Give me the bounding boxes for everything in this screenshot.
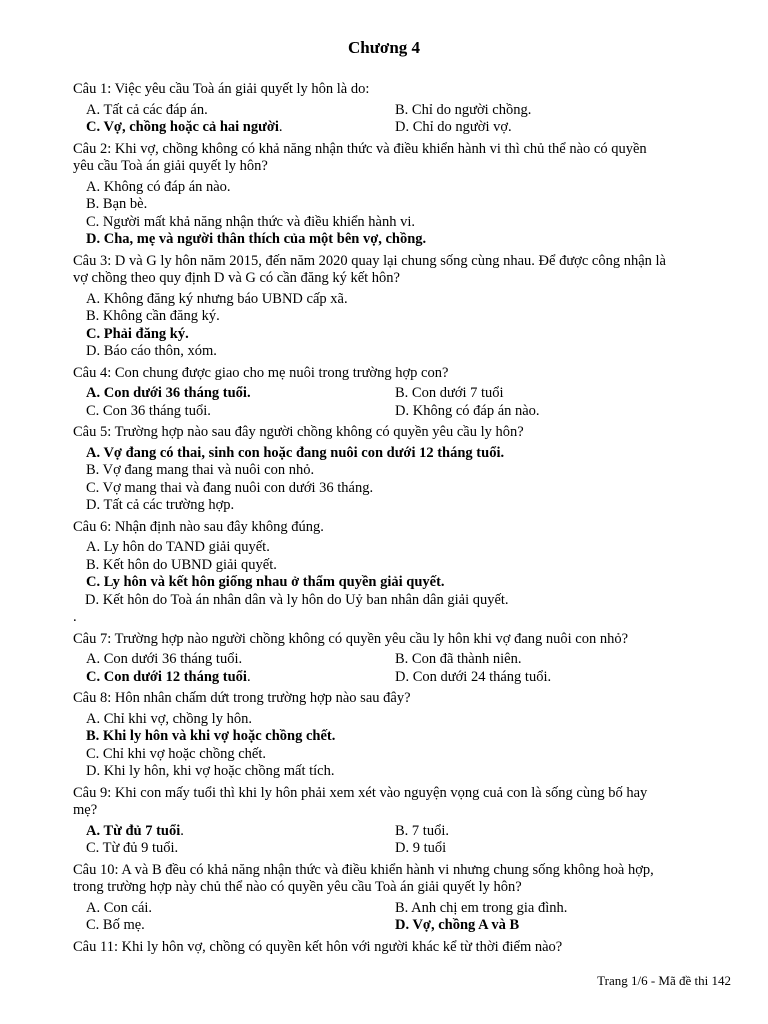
question-8-text: Câu 8: Hôn nhân chấm dứt trong trường hợp nào sau đây? [73,690,411,706]
question-1-text: Câu 1: Việc yêu cầu Toà án giải quyết ly hôn là do: [73,81,370,97]
question-9-option-a [73,823,395,841]
question-8 [73,690,743,781]
question-1-option-d: D. Chỉ do người vợ. [395,119,512,135]
question-6-option-c: C. Ly hôn và kết hôn giống nhau ở thẩm quyền giải quyết. [86,574,445,590]
question-6-text: Câu 6: Nhận định nào sau đây không đúng. [73,518,324,535]
question-6-option-a: A. Ly hôn do TAND giải quyết. [86,539,270,555]
question-6-option-b: B. Kết hôn do UBND giải quyết. [86,556,277,573]
question-9-option-c: C. Từ đủ 9 tuổi. [86,840,179,856]
question-4-option-a: A. Con dưới 36 tháng tuổi. [86,385,251,401]
question-1-option-c-answer: C. Vợ, chồng hoặc cả hai người [86,119,279,135]
question-2-option-a: A. Không có đáp án nào. [86,178,231,195]
question-10 [73,862,743,935]
question-4 [73,365,743,421]
question-5-text: Câu 5: Trường hợp nào sau đây người chồng không có quyền yêu cầu ly hôn? [73,424,524,440]
question-4-text: Câu 4: Con chung được giao cho mẹ nuôi trong trường hợp con? [73,364,449,381]
question-2-option-b: B. Bạn bè. [86,196,148,212]
question-2-option-d: D. Cha, mẹ và người thân thích của một bên vợ, chồng. [86,231,427,247]
question-3-text-line-1: Câu 3: D và G ly hôn năm 2015, đến năm 2020 quay lại chung sống cùng nhau. Để được công nhận là [73,252,666,269]
question-8-option-d: D. Khi ly hôn, khi vợ hoặc chồng mất tích. [86,763,335,779]
question-9-text-line-2: mẹ? [73,802,98,818]
question-6 [73,519,743,627]
question-7-option-c-tail: . [246,668,251,685]
question-9-option-a-answer: A. Từ đủ 7 tuổi [86,822,181,839]
question-8-option-b: B. Khi ly hôn và khi vợ hoặc chồng chết. [86,728,336,744]
question-8-option-c: C. Chỉ khi vợ hoặc chồng chết. [86,745,267,762]
question-10-option-d: D. Vợ, chồng A và B [395,917,520,933]
question-10-option-c: C. Bố mẹ. [86,917,145,933]
question-9 [73,785,743,858]
question-7 [73,631,743,687]
question-3-option-a: A. Không đăng ký nhưng báo UBND cấp xã. [86,290,348,307]
question-list [73,81,743,956]
question-3-option-d: D. Báo cáo thôn, xóm. [86,343,217,359]
question-2-text-line-2: yêu cầu Toà án giải quyết ly hôn? [73,158,268,174]
question-2-text-line-1: Câu 2: Khi vợ, chồng không có khả năng nhận thức và điều khiển hành vi thì chủ thể nào có quyền [73,140,647,157]
question-4-option-d: D. Không có đáp án nào. [395,402,540,419]
question-1-option-a: A. Tất cả các đáp án. [86,101,208,118]
question-4-option-c: C. Con 36 tháng tuổi. [86,402,211,419]
question-7-text: Câu 7: Trường hợp nào người chồng không có quyền yêu cầu ly hôn khi vợ đang nuôi con nhỏ? [73,630,629,647]
page-footer: Trang 1/6 - Mã đề thi 142 [597,973,731,988]
question-3-text-line-2: vợ chồng theo quy định D và G có cần đăng ký kết hôn? [73,270,400,286]
question-7-option-a: A. Con dưới 36 tháng tuổi. [86,651,243,667]
question-11 [73,939,743,957]
question-3 [73,253,743,361]
question-5-option-a: A. Vợ đang có thai, sinh con hoặc đang nuôi con dưới 12 tháng tuổi. [86,444,505,461]
question-10-option-a: A. Con cái. [86,899,153,916]
question-7-option-c [73,669,395,687]
question-5-option-c: C. Vợ mang thai và đang nuôi con dưới 36 tháng. [86,479,374,496]
question-9-option-d: D. 9 tuổi [395,840,447,856]
question-1-option-c [73,119,395,137]
question-2 [73,141,743,249]
question-7-option-b: B. Con đã thành niên. [395,651,522,667]
question-7-option-c-answer: C. Con dưới 12 tháng tuổi [86,668,247,685]
question-8-option-a: A. Chỉ khi vợ, chồng ly hôn. [86,710,252,727]
question-10-text-line-1: Câu 10: A và B đều có khả năng nhận thức và điều khiển hành vi nhưng chung sống không hoà hợp, [73,861,654,878]
question-11-text: Câu 11: Khi ly hôn vợ, chồng có quyền kết hôn với người khác kể từ thời điểm nào? [73,938,563,955]
question-4-option-b: B. Con dưới 7 tuổi [395,385,504,401]
question-5 [73,424,743,515]
question-7-option-d: D. Con dưới 24 tháng tuổi. [395,668,552,685]
question-9-option-a-tail: . [180,822,184,839]
question-6-option-d: D. Kết hôn do Toà án nhân dân và ly hôn do Uỷ ban nhân dân giải quyết. [85,591,509,608]
question-2-option-c: C. Người mất khả năng nhận thức và điều khiển hành vi. [86,213,416,230]
question-5-option-b: B. Vợ đang mang thai và nuôi con nhỏ. [86,462,315,478]
question-1-option-b: B. Chỉ do người chồng. [395,101,532,118]
question-1-option-c-tail: . [278,119,283,135]
question-9-option-b: B. 7 tuổi. [395,822,449,839]
question-3-option-b: B. Không cần đăng ký. [86,308,220,324]
question-10-text-line-2: trong trường hợp này chủ thể nào có quyền yêu cầu Toà án giải quyết ly hôn? [73,879,522,895]
question-10-option-b: B. Anh chị em trong gia đình. [395,899,568,916]
question-1 [73,81,743,137]
question-5-option-d: D. Tất cả các trường hợp. [86,497,235,513]
stray-period: . [73,609,77,625]
question-9-text-line-1: Câu 9: Khi con mấy tuổi thì khi ly hôn phải xem xét vào nguyện vọng cuả con là sống cùng bố hay [73,784,648,801]
question-3-option-c: C. Phải đăng ký. [86,325,189,342]
page-title: Chương 4 [347,38,421,57]
